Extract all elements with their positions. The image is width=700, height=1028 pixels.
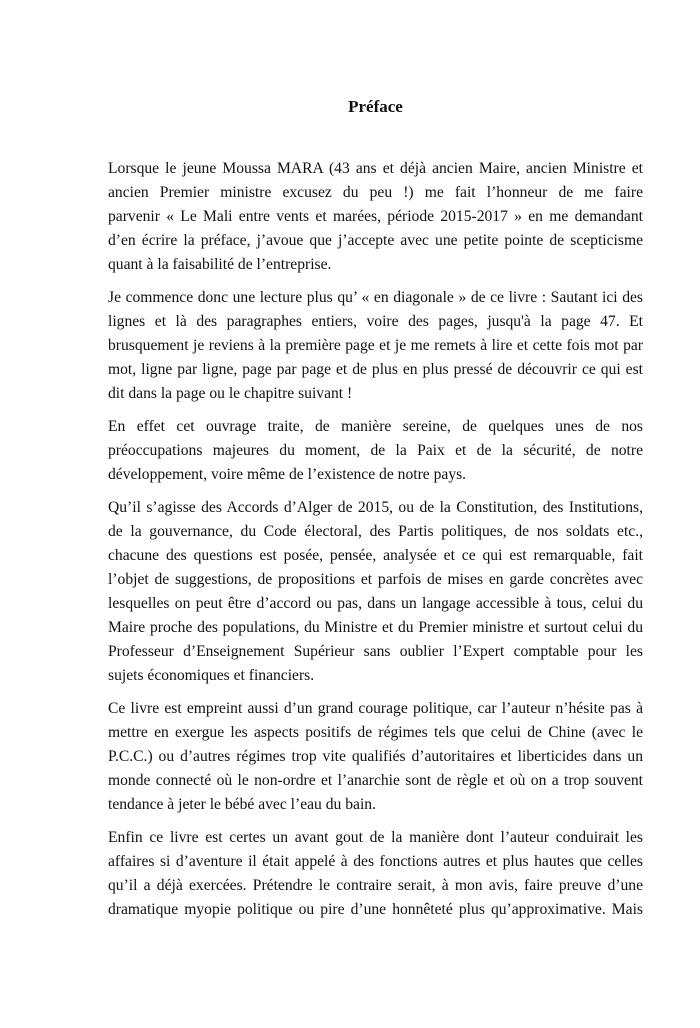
text-line: dit dans la page ou le chapitre suivant ! [108, 385, 353, 402]
text-line: brusquement je reviens à la première page et je me remets à lire et cette fois mot par [108, 337, 643, 354]
paragraph-3 [108, 415, 643, 487]
paragraph-1 [108, 157, 643, 277]
text-line: Je commence donc une lecture plus qu’ « en diagonale » de ce livre : Sautant ici des [108, 289, 643, 306]
text-line: qu’il a déjà exercées. Prétendre le contraire serait, à mon avis, faire preuve d’une [108, 877, 643, 894]
text-line: Ce livre est empreint aussi d’un grand courage politique, car l’auteur n’hésite pas à [108, 700, 643, 717]
text-line: chacune des questions est posée, pensée, analysée et ce qui est remarquable, fait [108, 547, 643, 564]
text-line: Professeur d’Enseignement Supérieur sans oublier l’Expert comptable pour les [108, 643, 643, 660]
text-line: En effet cet ouvrage traite, de manière sereine, de quelques unes de nos [108, 418, 643, 435]
text-line: mot, ligne par ligne, page par page et de plus en plus pressé de découvrir ce qui est [108, 361, 643, 378]
paragraph-2 [108, 286, 643, 406]
text-line: monde connecté où le non-ordre et l’anarchie sont de règle et où on a trop souvent [108, 772, 643, 789]
paragraph-5 [108, 697, 643, 817]
text-line: ancien Premier ministre excusez du peu !) me fait l’honneur de me faire [108, 184, 643, 201]
paragraph-6 [108, 826, 643, 922]
text-line: développement, voire même de l’existence de notre pays. [108, 466, 467, 483]
text-line: affaires si d’aventure il était appelé à des fonctions autres et plus hautes que celles [108, 853, 643, 870]
text-line: Maire proche des populations, du Ministre et du Premier ministre et surtout celui du [108, 619, 643, 636]
paragraph-4 [108, 496, 643, 688]
text-line: tendance à jeter le bébé avec l’eau du bain. [108, 796, 376, 813]
text-line: lesquelles on peut être d’accord ou pas, dans un langage accessible à tous, celui du [108, 595, 643, 612]
text-line: préoccupations majeures du moment, de la Paix et de la sécurité, de notre [108, 442, 643, 459]
text-line: Enfin ce livre est certes un avant gout de la manière dont l’auteur conduirait les [108, 829, 643, 846]
document-body [108, 157, 643, 931]
text-line: Lorsque le jeune Moussa MARA (43 ans et déjà ancien Maire, ancien Ministre et [108, 160, 643, 177]
text-line: P.C.C.) ou d’autres régimes trop vite qualifiés d’autoritaires et liberticides dans un [108, 748, 643, 765]
text-line: l’objet de suggestions, de propositions et parfois de mises en garde concrètes avec [108, 571, 643, 588]
text-line: Qu’il s’agisse des Accords d’Alger de 2015, ou de la Constitution, des Institutions, [108, 499, 643, 516]
text-line: d’en écrire la préface, j’avoue que j’accepte avec une petite pointe de scepticisme [108, 232, 643, 249]
text-line: lignes et là des paragraphes entiers, voire des pages, jusqu'à la page 47. Et [108, 313, 643, 330]
text-line: dramatique myopie politique ou pire d’une honnêteté plus qu’approximative. Mais [108, 901, 643, 918]
text-line: sujets économiques et financiers. [108, 667, 315, 684]
page-title: Préface [348, 97, 403, 116]
text-line: mettre en exergue les aspects positifs de régimes tels que celui de Chine (avec le [108, 724, 643, 741]
text-line: quant à la faisabilité de l’entreprise. [108, 256, 332, 273]
text-line: de la gouvernance, du Code électoral, des Partis politiques, de nos soldats etc., [108, 523, 643, 540]
text-line: parvenir « Le Mali entre vents et marées, période 2015-2017 » en me demandant [108, 208, 643, 225]
